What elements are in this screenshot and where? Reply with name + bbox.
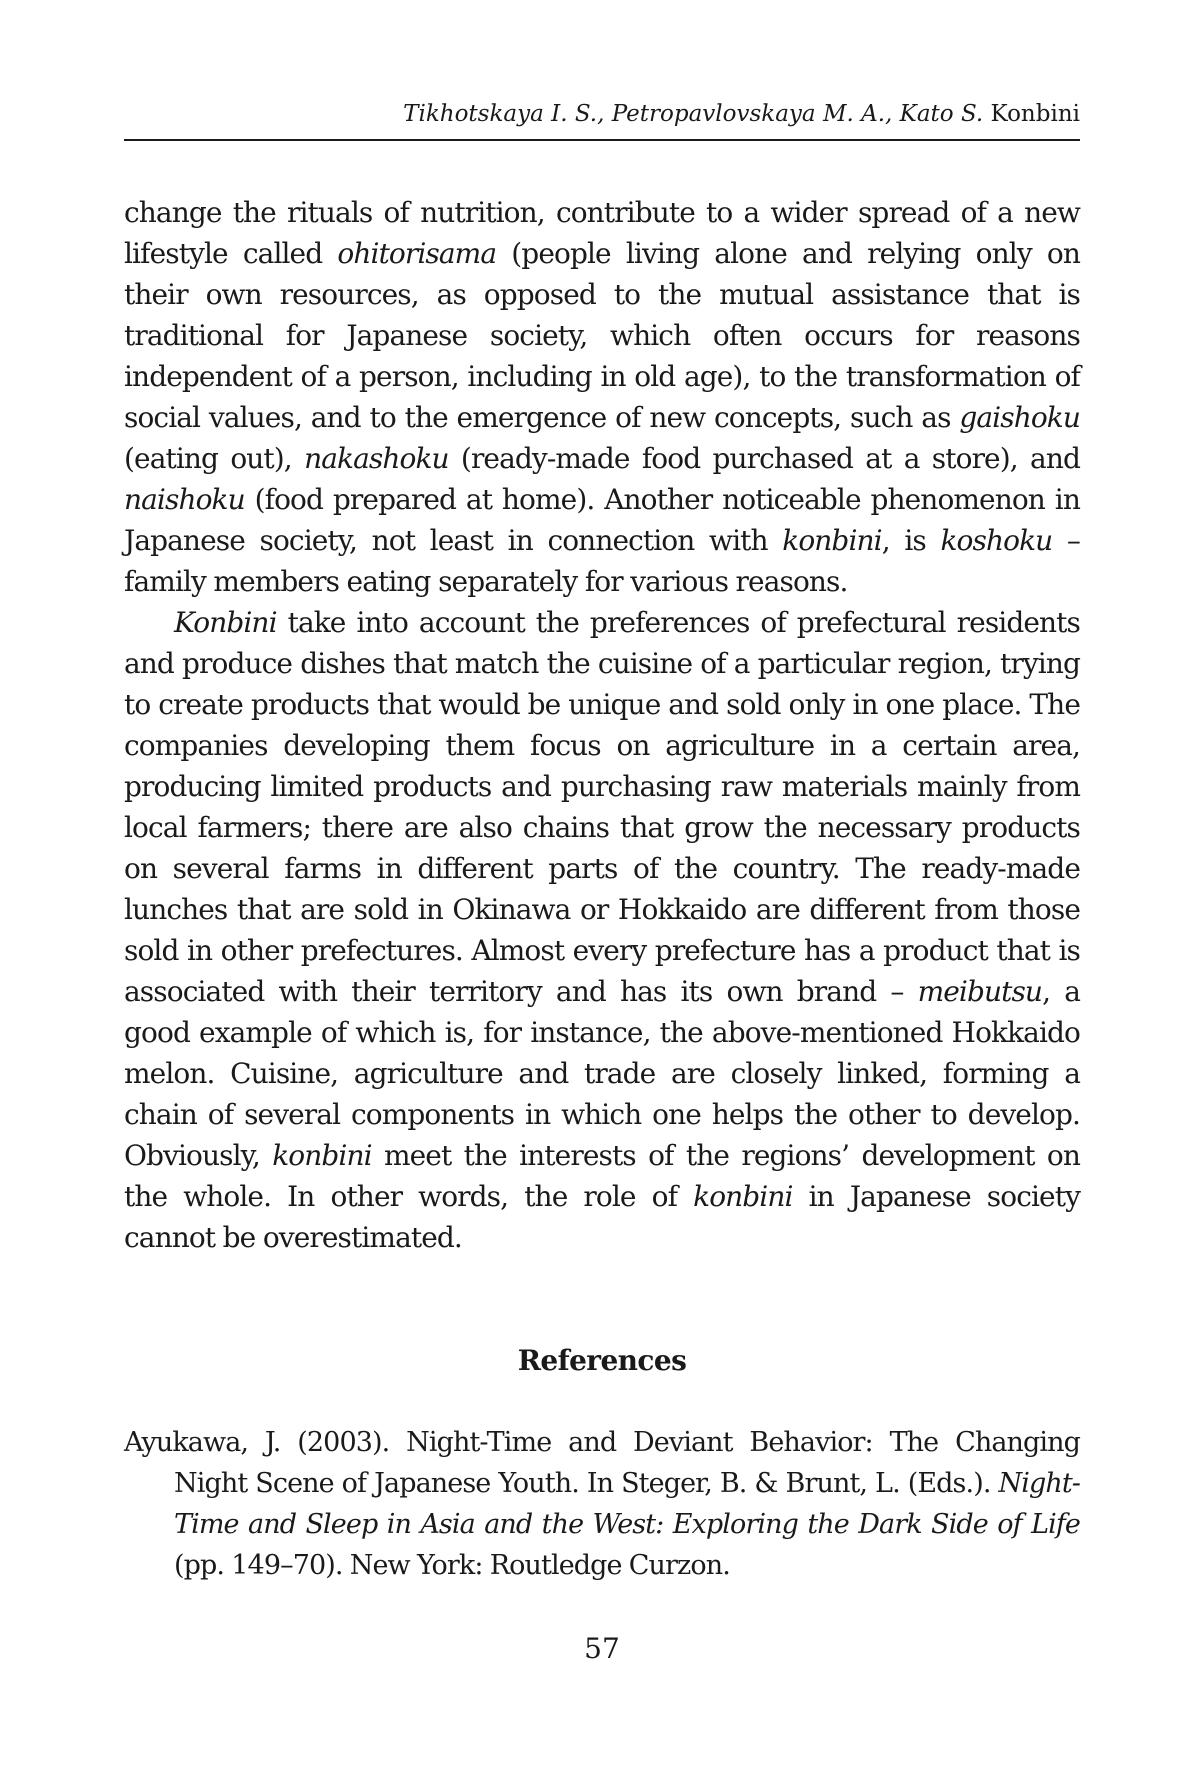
term-nakashoku: nakashoku: [304, 442, 449, 475]
paragraph-2-text: , a good example of which is, for instance, the above-mentioned Hokkaido melon. Cuisine, agriculture and trade are closely linked, forming a chain of several components in which one helps the other to develop. Obviously,: [124, 975, 1080, 1172]
running-head-authors: Tikhotskaya I. S., Petropavlovskaya M. A., Kato S.: [403, 101, 984, 127]
header-rule: [124, 139, 1080, 141]
reference-entry: [124, 1422, 1080, 1586]
paragraph-1-text: (ready-made food purchased at a store), and: [448, 442, 1080, 475]
paragraph-1-text: (people living alone and relying only on their own resources, as opposed to the mutual assistance that is traditional for Japanese society, which often occurs for reasons independent of a person, including in old age), to the transformation of social values, and to the emergence of new concepts, such as: [124, 237, 1080, 434]
paragraph-2: [124, 602, 1080, 1258]
paragraph-1-text: change the rituals of nutrition, contribute to a wider spread of a new lifestyle called: [124, 196, 1080, 270]
references-heading: References: [517, 1344, 687, 1377]
term-konbini: konbini: [693, 1180, 793, 1213]
paragraph-1-text: , is: [881, 524, 941, 557]
running-head: [124, 98, 1080, 130]
paragraph-1-text: (eating out),: [124, 442, 305, 475]
paragraph-1-text: – family members eating separately for various reasons.: [124, 524, 1081, 598]
paragraph-2-text: in Japanese society cannot be overestimated.: [124, 1180, 1080, 1254]
references-list: [124, 1422, 1080, 1586]
running-head-title: Konbini: [990, 101, 1080, 127]
paragraph-1-text: (food prepared at home). Another noticeable phenomenon in Japanese society, not least in connection with: [124, 483, 1080, 557]
term-konbini: konbini: [782, 524, 882, 557]
term-ohitorisama: ohitorisama: [337, 237, 497, 270]
term-koshoku: koshoku: [940, 524, 1053, 557]
paragraph-2-text: take into account the preferences of prefectural residents and produce dishes that match the cuisine of a particular region, trying to create products that would be unique and sold only in one place. The companies developing them focus on agriculture in a certain area, producing limited products and purchasing raw materials mainly from local farmers; there are also chains that grow the necessary products on several farms in different parts of the country. The ready-made lunches that are sold in Okinawa or Hokkaido are different from those sold in other prefectures. Almost every prefecture has a product that is associated with their territory and has its own brand –: [124, 606, 1080, 1008]
paragraph-2-text: meet the interests of the regions’ development on the whole. In other words, the role of: [124, 1139, 1080, 1213]
term-konbini: konbini: [272, 1139, 372, 1172]
term-naishoku: naishoku: [124, 483, 245, 516]
page-number: 57: [584, 1632, 620, 1665]
reference-book-title: Night-Time and Sleep in Asia and the West: Exploring the Dark Side of Life: [174, 1468, 1080, 1540]
term-konbini: Konbini: [174, 606, 277, 639]
paragraph-1: [124, 192, 1080, 602]
term-meibutsu: meibutsu: [917, 975, 1043, 1008]
reference-text: (pp. 149–70). New York: Routledge Curzon.: [174, 1550, 730, 1581]
reference-text: Ayukawa, J. (2003). Night-Time and Deviant Behavior: The Changing Night Scene of Japanese Youth. In Steger, B. & Brunt, L. (Eds.).: [124, 1427, 1080, 1499]
body-text: [124, 192, 1080, 1258]
term-gaishoku: gaishoku: [959, 401, 1080, 434]
